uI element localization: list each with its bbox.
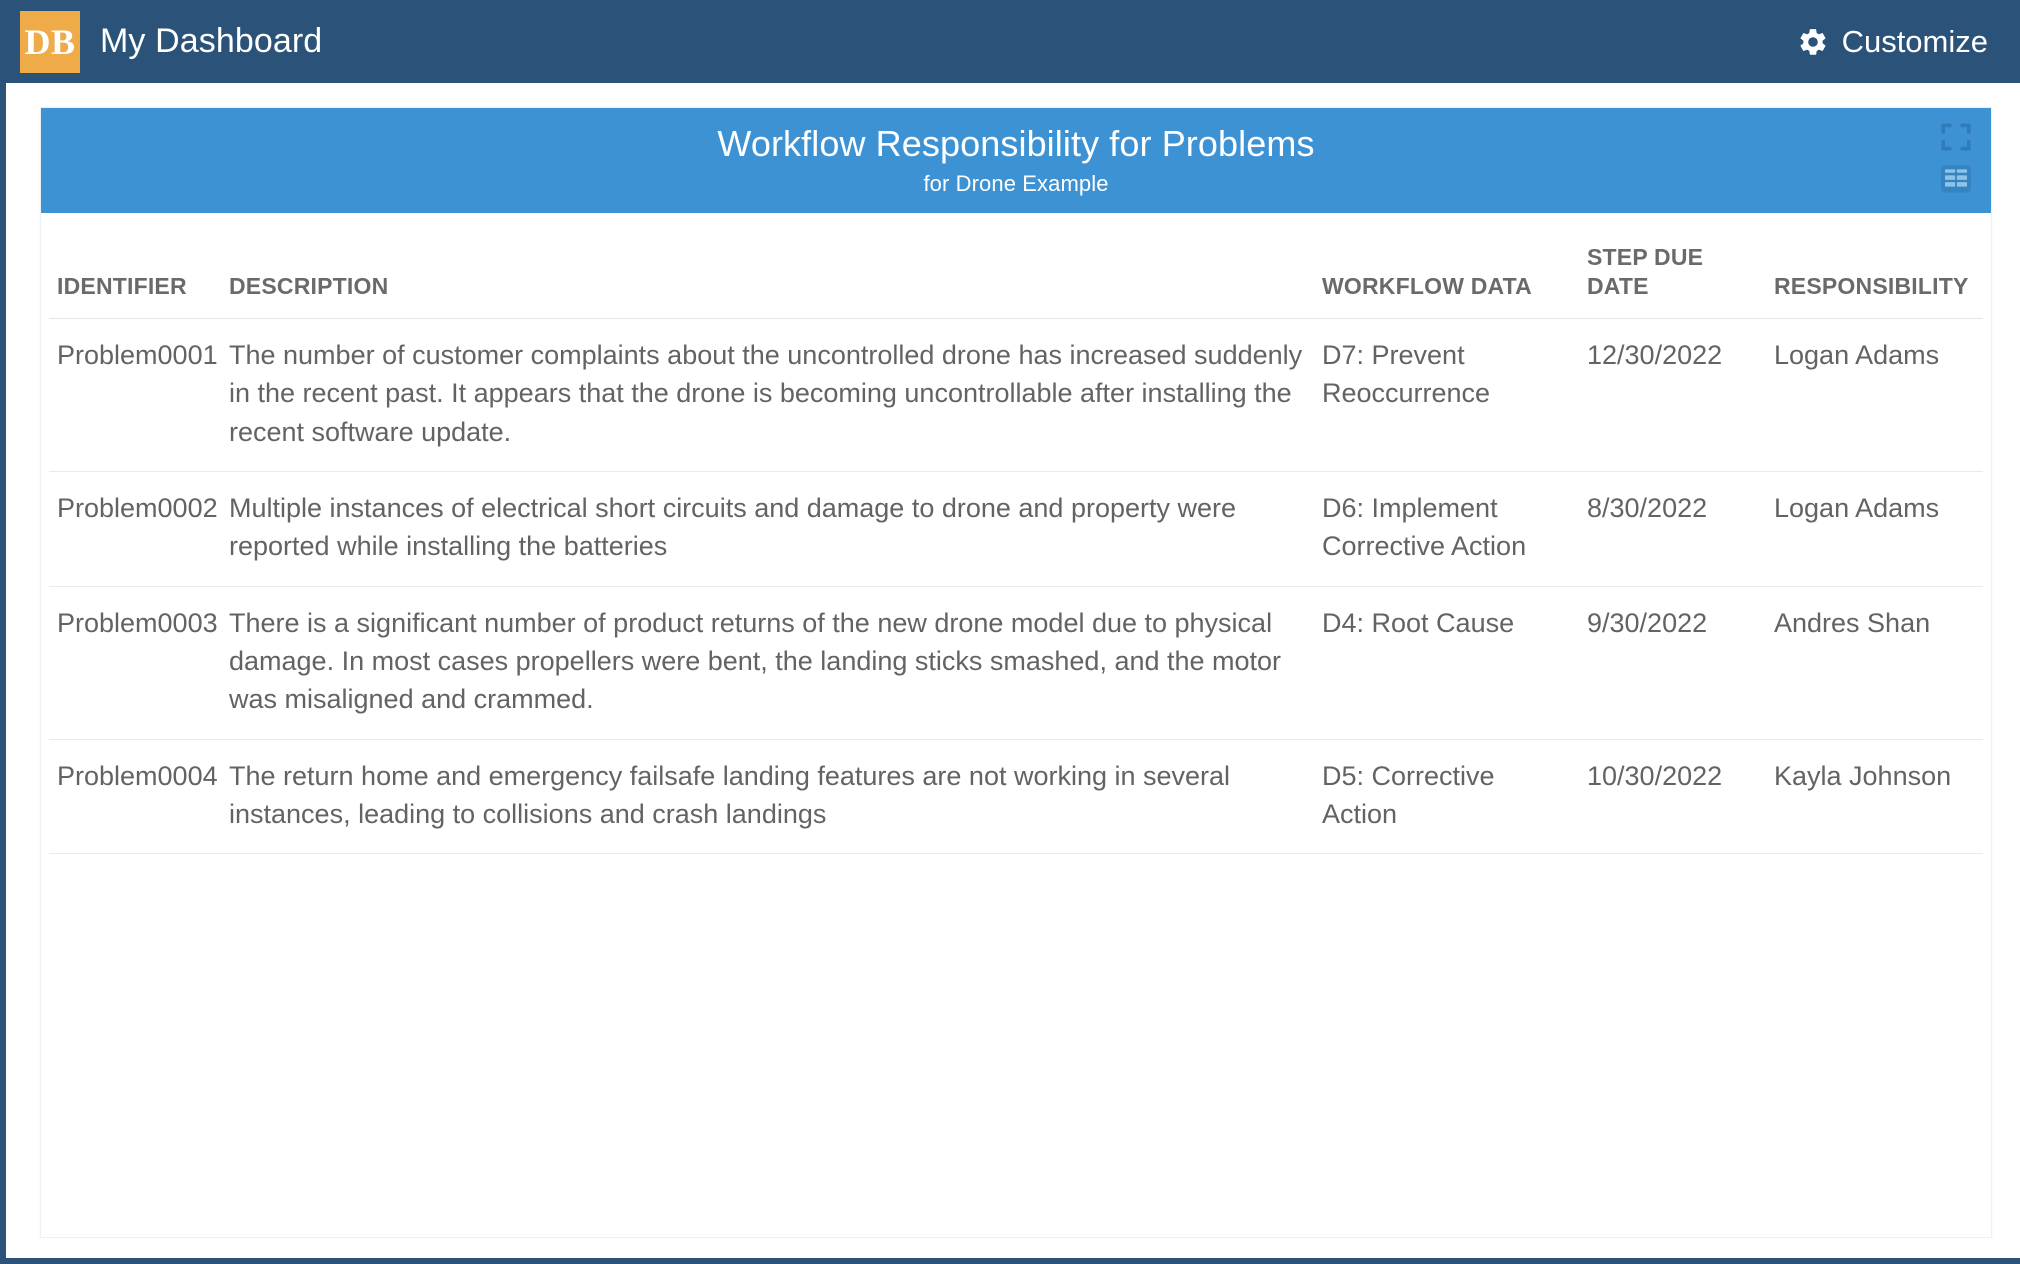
widget-subtitle: for Drone Example [923,170,1109,196]
cell-identifier: Problem0001 [49,318,221,471]
cell-step-due-date: 12/30/2022 [1579,318,1766,471]
table-row[interactable] [49,318,1983,471]
customize-label: Customize [1841,23,1988,59]
table-body [49,318,1983,853]
cell-workflow-data: D6: Implement Corrective Action [1314,471,1579,586]
cell-workflow-data: D7: Prevent Reoccurrence [1314,318,1579,471]
cell-description: The return home and emergency failsafe landing features are not working in several instances, leading to collisions and crash landings [221,739,1314,854]
gear-icon [1797,26,1829,58]
content-area [12,83,2020,1258]
column-header-description[interactable]: DESCRIPTION [221,213,1314,318]
cell-workflow-data: D5: Corrective Action [1314,739,1579,854]
cell-description: The number of customer complaints about the uncontrolled drone has increased suddenly in the recent past. It appears that the drone is becoming uncontrollable after installing the recent software update. [221,318,1314,471]
table-container [41,213,1991,1237]
table-row[interactable] [49,471,1983,586]
widget-title: Workflow Responsibility for Problems [717,123,1315,165]
problems-table [49,213,1983,854]
cell-identifier: Problem0004 [49,739,221,854]
cell-responsibility: Kayla Johnson [1766,739,1983,854]
cell-responsibility: Logan Adams [1766,471,1983,586]
cell-description: Multiple instances of electrical short circuits and damage to drone and property were reported while installing the batteries [221,471,1314,586]
brand[interactable] [20,11,322,73]
cell-step-due-date: 9/30/2022 [1579,586,1766,739]
table-row[interactable] [49,739,1983,854]
table-view-icon[interactable] [1939,162,1973,196]
cell-step-due-date: 8/30/2022 [1579,471,1766,586]
table-header-row [49,213,1983,318]
column-header-identifier[interactable]: IDENTIFIER [49,213,221,318]
column-header-step-due-date[interactable]: STEP DUE DATE [1579,213,1766,318]
customize-button[interactable] [1797,24,1988,60]
widget-actions [1939,120,1973,196]
column-header-responsibility[interactable]: RESPONSIBILITY [1766,213,1983,318]
workflow-responsibility-widget [40,107,1992,1238]
table-row[interactable] [49,586,1983,739]
cell-description: There is a significant number of product returns of the new drone model due to physical damage. In most cases propellers were bent, the landing sticks smashed, and the motor was misaligned and crammed. [221,586,1314,739]
cell-identifier: Problem0003 [49,586,221,739]
cell-responsibility: Andres Shan [1766,586,1983,739]
cell-workflow-data: D4: Root Cause [1314,586,1579,739]
column-header-workflow-data[interactable]: WORKFLOW DATA [1314,213,1579,318]
cell-responsibility: Logan Adams [1766,318,1983,471]
page-title: My Dashboard [100,22,323,60]
top-navbar [6,0,2014,83]
cell-identifier: Problem0002 [49,471,221,586]
dashboard-logo: DB [20,11,80,73]
expand-icon[interactable] [1939,120,1973,154]
cell-step-due-date: 10/30/2022 [1579,739,1766,854]
widget-header [41,108,1991,213]
